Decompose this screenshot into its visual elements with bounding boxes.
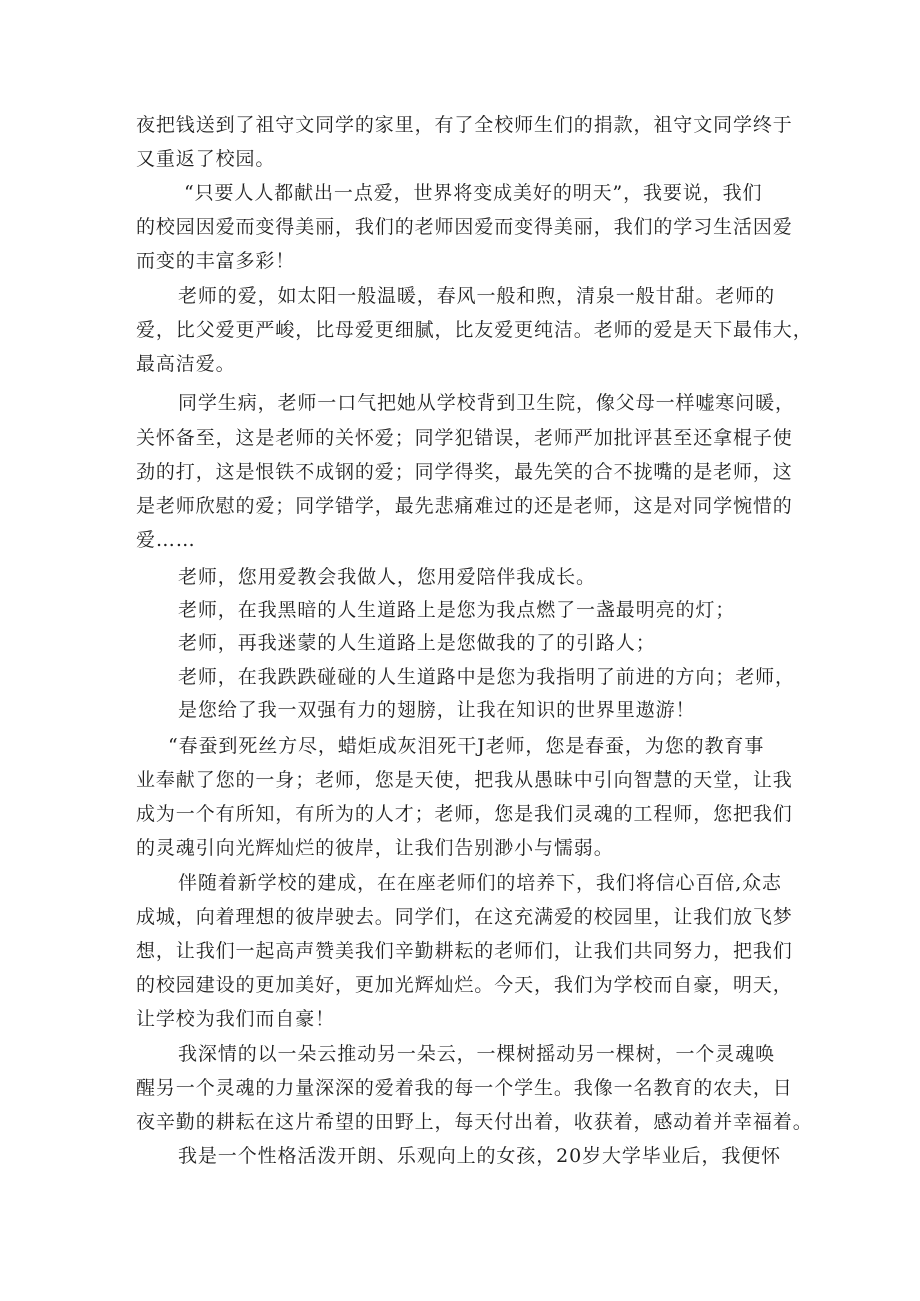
text-line: 的校园建设的更加美好，更加光辉灿烂。今天，我们为学校而自豪，明天， bbox=[136, 974, 793, 996]
text-line: 让学校为我们而自豪！ bbox=[136, 1008, 336, 1030]
text-line: 的校园因爱而变得美丽，我们的老师因爱而变得美丽，我们的学习生活因爱 bbox=[136, 216, 793, 238]
text-line: 老师的爱，如太阳一般温暖，春风一般和煦，清泉一般甘甜。老师的 bbox=[178, 285, 776, 307]
text-line: 是您给了我一双强有力的翅膀，让我在知识的世界里遨游！ bbox=[178, 699, 696, 721]
text-line: 又重返了校园。 bbox=[136, 148, 276, 170]
text-line: “只要人人都献出一点爱，世界将变成美好的明天”，我要说，我们 bbox=[184, 182, 763, 204]
text-line: 关怀备至，这是老师的关怀爱；同学犯错误，老师严加批评甚至还拿棍子使 bbox=[136, 427, 793, 449]
text-line: 醒另一个灵魂的力量深深的爱着我的每一个学生。我像一名教育的农夫，日 bbox=[136, 1077, 793, 1099]
text-line: 夜辛勤的耕耘在这片希望的田野上，每天付出着，收获着，感动着并幸福着。 bbox=[136, 1111, 813, 1133]
text-line: 同学生病，老师一口气把她从学校背到卫生院，像父母一样嘘寒问暖， bbox=[178, 392, 795, 414]
text-line: 爱，比父爱更严峻，比母爱更细腻，比友爱更纯洁。老师的爱是天下最伟大， bbox=[136, 319, 813, 341]
text-line: 业奉献了您的一身；老师，您是天使，把我从愚昧中引向智慧的天堂，让我 bbox=[136, 769, 793, 791]
text-line: 伴随着新学校的建成，在在座老师们的培养下，我们将信心百倍,众志 bbox=[178, 872, 782, 894]
text-line: 最高洁爱。 bbox=[136, 353, 236, 375]
text-line: 老师，再我迷蒙的人生道路上是您做我的了的引路人； bbox=[178, 632, 656, 654]
text-line: 想，让我们一起高声赞美我们辛勤耕耘的老师们，让我们共同努力，把我们 bbox=[136, 940, 793, 962]
text-line: 成城，向着理想的彼岸驶去。同学们，在这充满爱的校园里，让我们放飞梦 bbox=[136, 906, 793, 928]
text-line: “春蚕到死丝方尽，蜡炬成灰泪死干J老师，您是春蚕，为您的教育事 bbox=[168, 735, 765, 757]
text-line: 的灵魂引向光辉灿烂的彼岸，让我们告别渺小与懦弱。 bbox=[136, 837, 614, 859]
text-line: 是老师欣慰的爱；同学错学，最先悲痛难过的还是老师，这是对同学惋惜的 bbox=[136, 495, 793, 517]
text-line: 而变的丰富多彩！ bbox=[136, 250, 296, 272]
text-line: 爱…… bbox=[136, 529, 196, 551]
text-line: 老师，在我跌跌碰碰的人生道路中是您为我指明了前进的方向；老师， bbox=[178, 666, 795, 688]
text-line: 我是一个性格活泼开朗、乐观向上的女孩，20岁大学毕业后，我便怀 bbox=[178, 1145, 782, 1167]
text-line: 我深情的以一朵云推动另一朵云，一棵树摇动另一棵树，一个灵魂唤 bbox=[178, 1043, 776, 1065]
text-line: 夜把钱送到了祖守文同学的家里，有了全校师生们的捐款，祖守文同学终于 bbox=[136, 114, 793, 136]
text-line: 成为一个有所知，有所为的人才；老师，您是我们灵魂的工程师，您把我们 bbox=[136, 803, 793, 825]
text-line: 老师，在我黑暗的人生道路上是您为我点燃了一盏最明亮的灯； bbox=[178, 599, 736, 621]
text-line: 老师，您用爱教会我做人，您用爱陪伴我成长。 bbox=[178, 566, 596, 588]
text-line: 劲的打，这是恨铁不成钢的爱；同学得奖，最先笑的合不拢嘴的是老师，这 bbox=[136, 461, 793, 483]
